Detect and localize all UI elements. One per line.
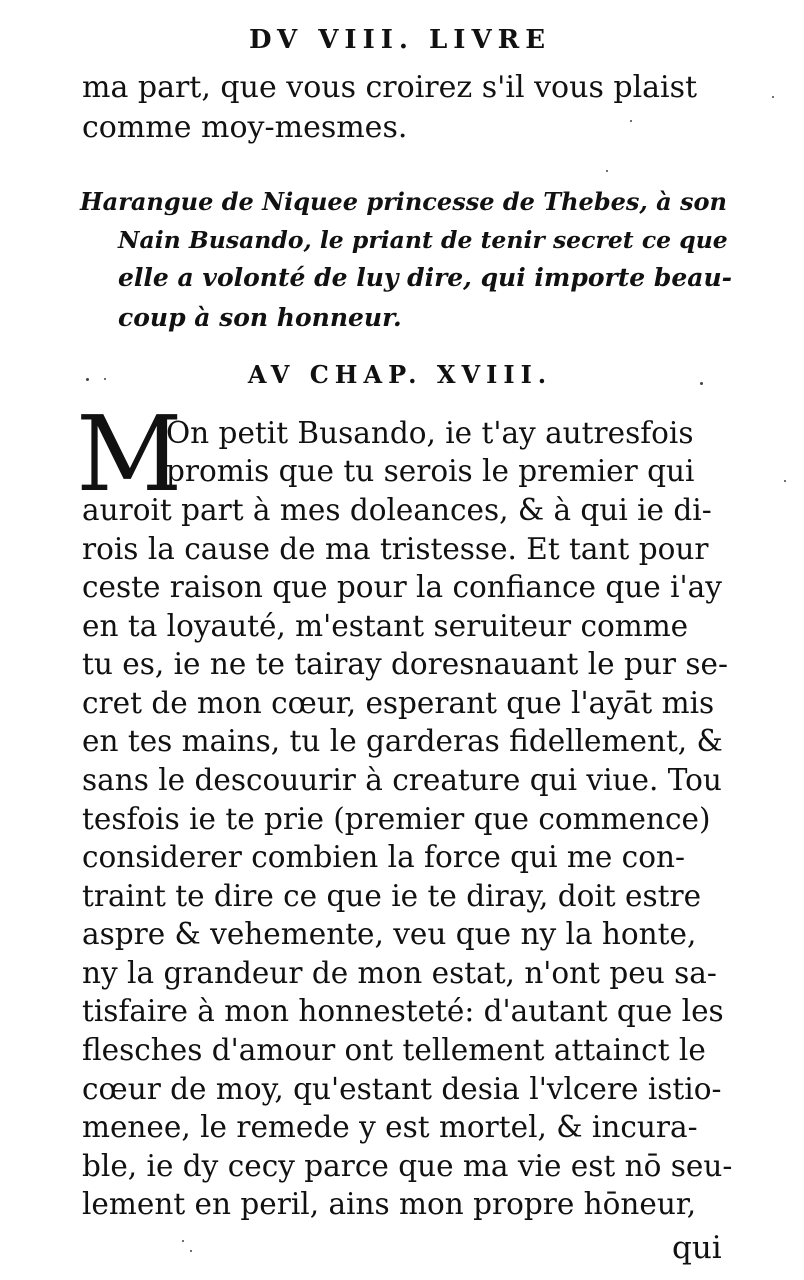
body-line: tu es, ie ne te tairay doresnauant le pur se- xyxy=(82,647,728,681)
body-line: cret de mon cœur, esperant que l'ayāt mis xyxy=(82,686,715,720)
body-line: ble, ie dy cecy parce que ma vie est nō seu- xyxy=(82,1149,733,1183)
ink-speck xyxy=(182,1240,184,1242)
body-line: ny la grandeur de mon estat, n'ont peu sa- xyxy=(82,956,717,990)
ink-speck xyxy=(606,170,608,172)
body-line: ceste raison que pour la confiance que i'ay xyxy=(82,570,722,604)
ink-speck xyxy=(630,120,632,122)
body-line: auroit part à mes doleances, & à qui ie di- xyxy=(82,493,712,527)
body-line: flesches d'amour ont tellement attainct le xyxy=(82,1033,706,1067)
body-line: lement en peril, ains mon propre hōneur, xyxy=(82,1187,697,1221)
intro-line-2: comme moy-mesmes. xyxy=(82,110,408,145)
ink-speck xyxy=(104,378,106,380)
body-line: promis que tu serois le premier qui xyxy=(166,454,695,488)
body-line: sans le descouurir à creature qui viue. Tou xyxy=(82,763,722,797)
body-line: traint te dire ce que ie te diray, doit estre xyxy=(82,879,702,913)
ink-speck xyxy=(772,96,774,98)
catchword: qui xyxy=(672,1230,722,1266)
intro-line-1: ma part, que vous croirez s'il vous plaist xyxy=(82,70,698,105)
body-line: rois la cause de ma tristesse. Et tant pour xyxy=(82,532,709,566)
body-line: On petit Busando, ie t'ay autresfois xyxy=(166,416,694,450)
ink-speck xyxy=(86,378,89,381)
body-line: en ta loyauté, m'estant seruiteur comme xyxy=(82,609,689,643)
heading-line-4: coup à son honneur. xyxy=(118,303,402,332)
heading-line-2: Nain Busando, le priant de tenir secret ce que xyxy=(118,226,728,254)
body-line: considerer combien la force qui me con- xyxy=(82,840,685,874)
ink-speck xyxy=(700,382,703,385)
body-line: en tes mains, tu le garderas fidellement, & xyxy=(82,724,723,758)
body-line: menee, le remede y est mortel, & incura- xyxy=(82,1110,698,1144)
chapter-heading: AV CHAP. XVIII. xyxy=(247,360,553,389)
ink-speck xyxy=(784,480,786,482)
running-head: DV VIII. LIVRE xyxy=(248,25,552,55)
heading-line-1: Harangue de Niquee princesse de Thebes, à son xyxy=(80,187,727,216)
body-line: aspre & vehemente, veu que ny la honte, xyxy=(82,917,697,951)
drop-cap: M xyxy=(76,393,183,515)
heading-line-3: elle a volonté de luy dire, qui importe beau- xyxy=(118,263,733,292)
body-line: tesfois ie te prie (premier que commence) xyxy=(82,802,711,836)
body-line: tisfaire à mon honnesteté: d'autant que les xyxy=(82,994,724,1028)
body-line: cœur de moy, qu'estant desia l'vlcere istio- xyxy=(82,1072,722,1106)
ink-speck xyxy=(190,1250,192,1252)
